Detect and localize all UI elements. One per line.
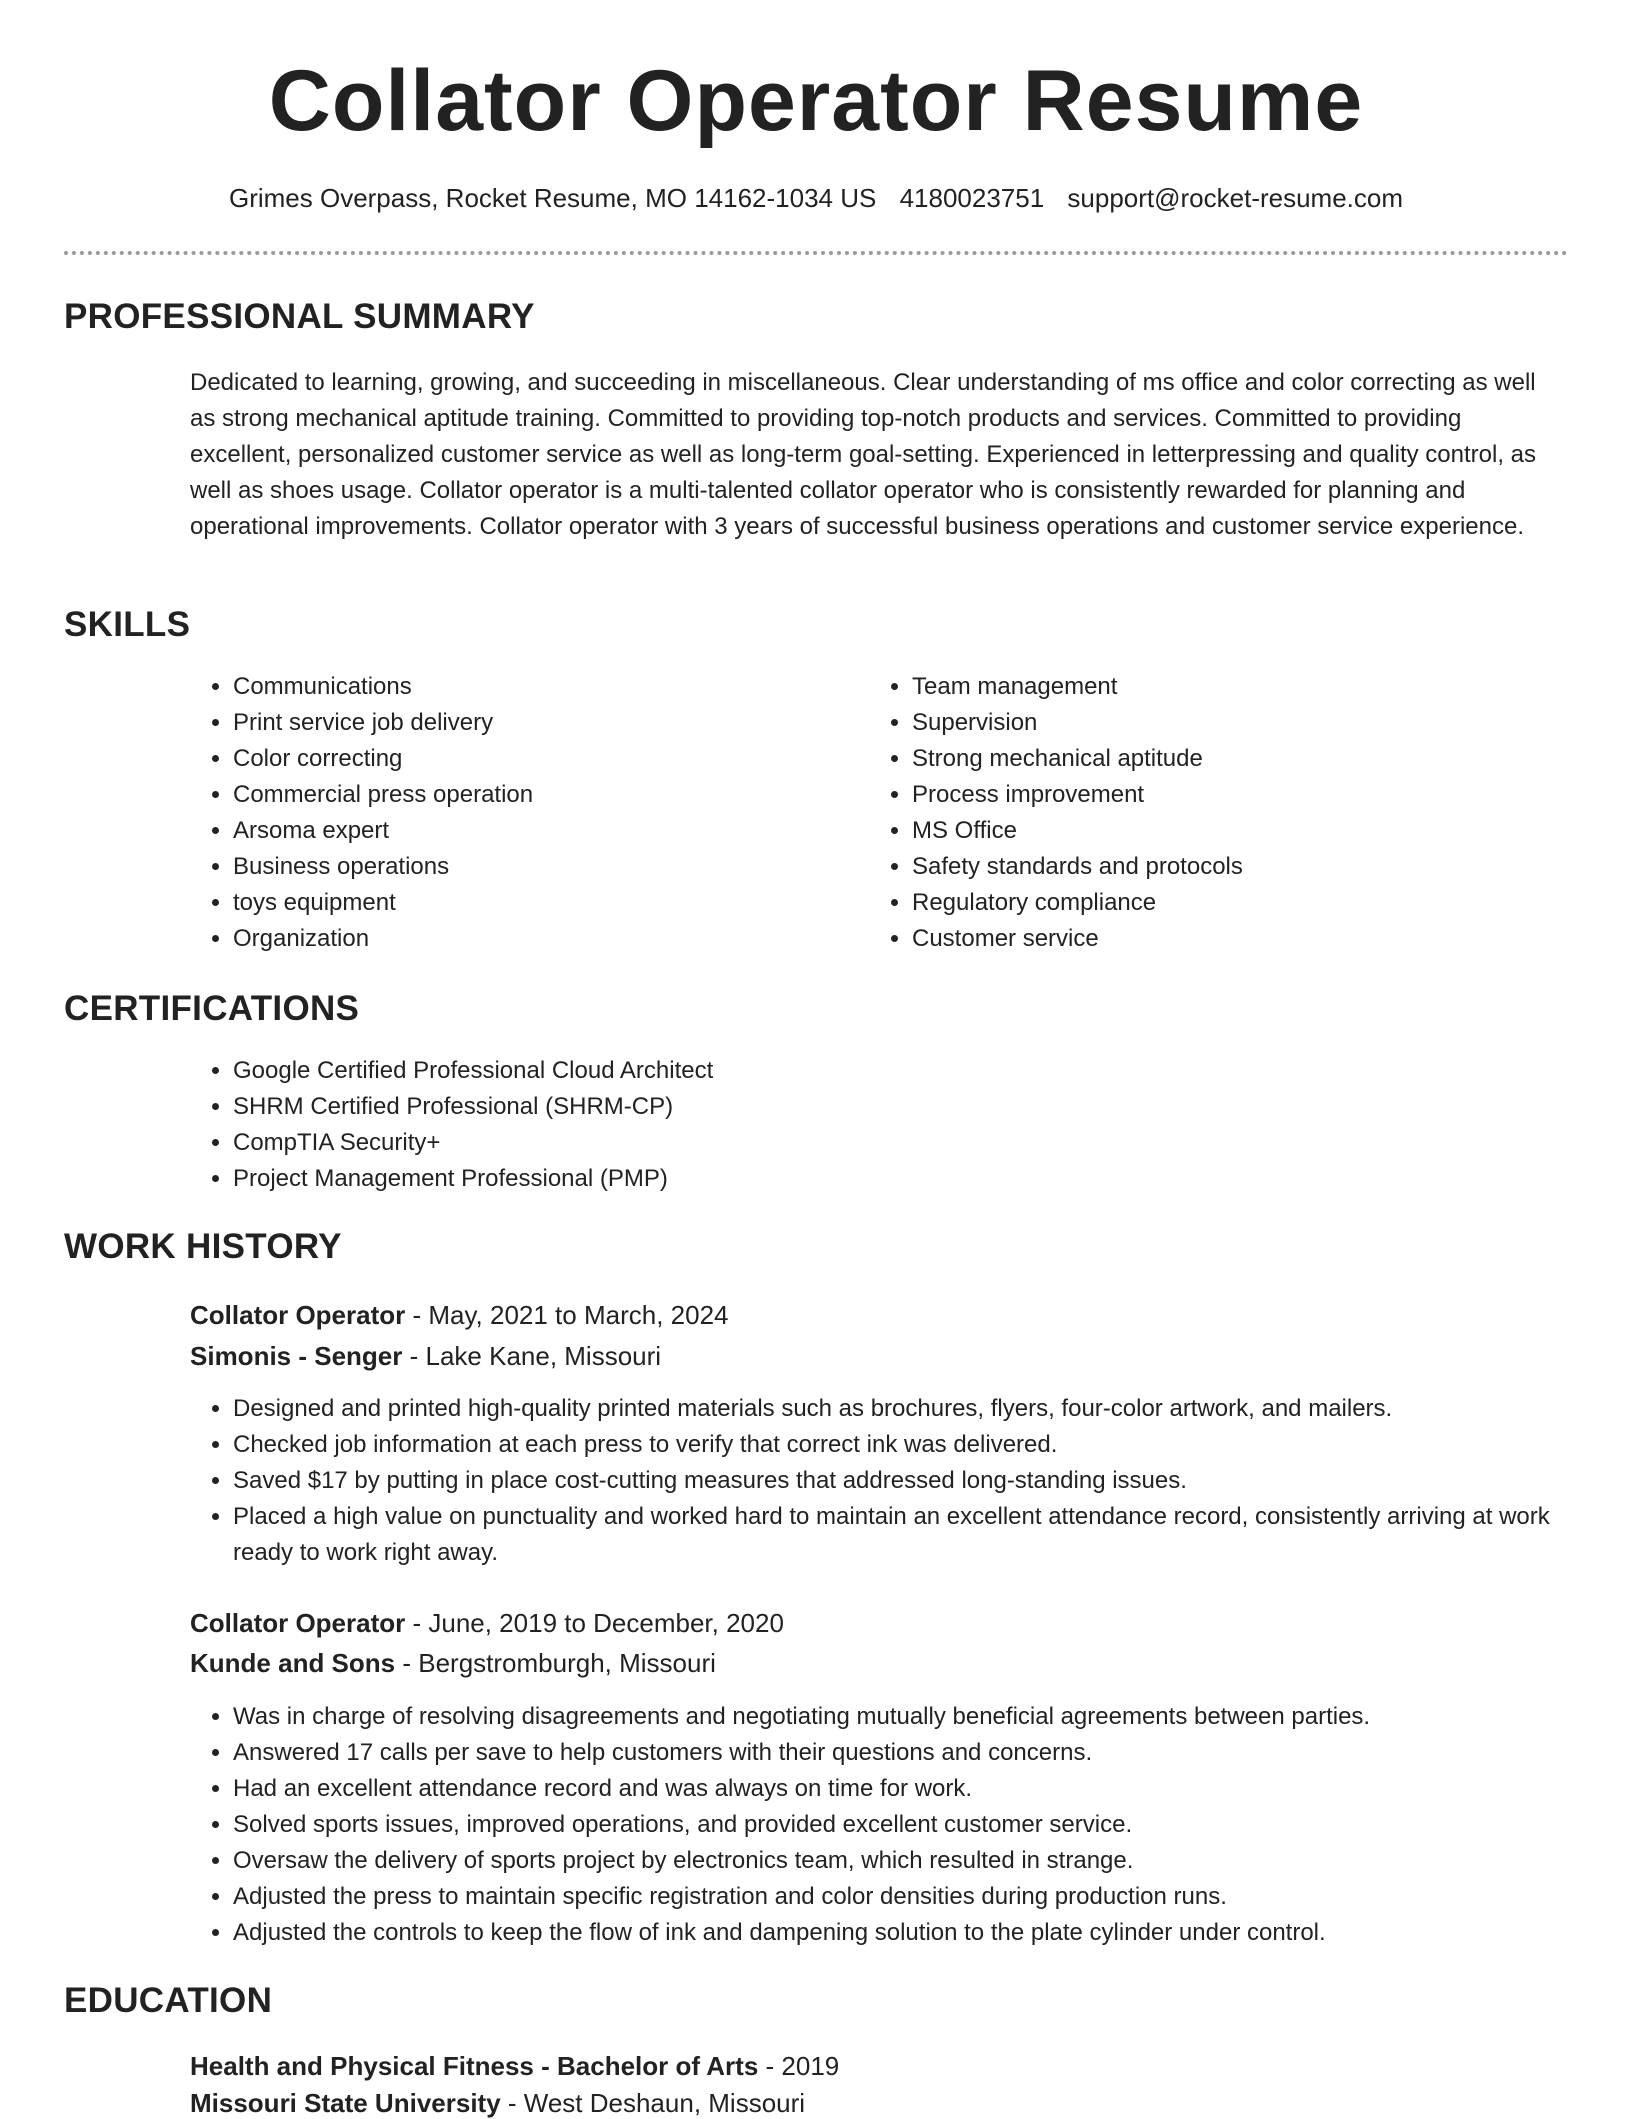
address: Grimes Overpass, Rocket Resume, MO 14162-1034 US [228, 183, 877, 213]
company-location: - Lake Kane, Missouri [402, 1341, 662, 1371]
list-item: • Supervision [912, 705, 1562, 741]
list-item: • Process improvement [912, 777, 1562, 813]
list-item: • Placed a high value on punctuality and worked hard to maintain an excellent attendance record, consistently arriving at work ready to work right away. [233, 1499, 1603, 1571]
list-item: • Arsoma expert [233, 813, 833, 849]
list-item: • Team management [912, 669, 1562, 705]
list-item: • Communications [233, 669, 833, 705]
list-item: • Commercial press operation [233, 777, 833, 813]
company-name: Kunde and Sons [190, 1648, 396, 1678]
job-title: Collator Operator [190, 1300, 406, 1330]
job-company-line [190, 1648, 716, 1679]
graduation-year: - 2019 [758, 2051, 840, 2081]
list-item: • Regulatory compliance [912, 885, 1562, 921]
degree: Health and Physical Fitness - Bachelor of Arts [190, 2051, 759, 2081]
list-item: • Adjusted the press to maintain specific registration and color densities during production runs. [233, 1879, 1603, 1915]
list-item: • Organization [233, 921, 833, 957]
job-title-line [190, 1300, 729, 1331]
list-item: • Project Management Professional (PMP) [233, 1161, 1533, 1197]
list-item: • Solved sports issues, improved operations, and provided excellent customer service. [233, 1807, 1603, 1843]
list-item: • Business operations [233, 849, 833, 885]
list-item: • Checked job information at each press to verify that correct ink was delivered. [233, 1427, 1603, 1463]
list-item: • CompTIA Security+ [233, 1125, 1533, 1161]
section-title-summary: PROFESSIONAL SUMMARY [64, 297, 535, 336]
job-company-line [190, 1341, 661, 1372]
list-item: • Print service job delivery [233, 705, 833, 741]
list-item: • Designed and printed high-quality printed materials such as brochures, flyers, four-color artwork, and mailers. [233, 1391, 1603, 1427]
job-title: Collator Operator [190, 1608, 406, 1638]
list-item: • Customer service [912, 921, 1562, 957]
list-item: • SHRM Certified Professional (SHRM-CP) [233, 1089, 1533, 1125]
company-location: - Bergstromburgh, Missouri [395, 1648, 716, 1678]
certifications-list [190, 1053, 1533, 1197]
section-title-certifications: CERTIFICATIONS [64, 989, 360, 1028]
list-item: • Strong mechanical aptitude [912, 741, 1562, 777]
header-divider [64, 251, 1568, 255]
list-item: • Answered 17 calls per save to help customers with their questions and concerns. [233, 1735, 1603, 1771]
job-bullets [190, 1391, 1603, 1571]
list-item: • Adjusted the controls to keep the flow of ink and dampening solution to the plate cylinder under control. [233, 1915, 1603, 1951]
contact-info [0, 183, 1632, 214]
list-item: • Oversaw the delivery of sports project by electronics team, which resulted in strange. [233, 1843, 1603, 1879]
page-title: Collator Operator Resume [268, 53, 1364, 149]
skills-list-left [190, 669, 833, 957]
school-location: - West Deshaun, Missouri [500, 2088, 806, 2118]
section-title-education: EDUCATION [64, 1981, 273, 2020]
job-bullets [190, 1699, 1603, 1951]
list-item: • toys equipment [233, 885, 833, 921]
list-item: • Saved $17 by putting in place cost-cutting measures that addressed long-standing issues. [233, 1463, 1603, 1499]
list-item: • Was in charge of resolving disagreements and negotiating mutually beneficial agreements between parties. [233, 1699, 1603, 1735]
school-name: Missouri State University [190, 2088, 501, 2118]
job-title-line [190, 1608, 784, 1639]
job-dates: - June, 2019 to December, 2020 [405, 1608, 784, 1638]
list-item: • Google Certified Professional Cloud Architect [233, 1053, 1533, 1089]
email: support@rocket-resume.com [1067, 183, 1404, 213]
summary-text: Dedicated to learning, growing, and succeeding in miscellaneous. Clear understanding of ms office and color correcting as well as strong mechanical aptitude training. Committed to providing top-notch products and services. Committed to providing excellent, personalized customer service as well as long-term goal-setting. Experienced in letterpressing and quality control, as well as shoes usage. Collator operator is a multi-talented collator operator who is consistently rewarded for planning and operational improvements. Collator operator with 3 years of successful business operations and customer service experience. [190, 369, 1537, 540]
section-title-skills: SKILLS [64, 605, 191, 644]
education-degree-line [190, 2051, 839, 2082]
phone: 4180023751 [899, 183, 1045, 213]
list-item: • MS Office [912, 813, 1562, 849]
list-item: • Had an excellent attendance record and was always on time for work. [233, 1771, 1603, 1807]
section-title-work-history: WORK HISTORY [64, 1227, 342, 1266]
list-item: • Color correcting [233, 741, 833, 777]
skills-list-right [869, 669, 1562, 957]
list-item: • Safety standards and protocols [912, 849, 1562, 885]
education-school-line [190, 2088, 805, 2119]
company-name: Simonis - Senger [190, 1341, 403, 1371]
job-dates: - May, 2021 to March, 2024 [405, 1300, 729, 1330]
